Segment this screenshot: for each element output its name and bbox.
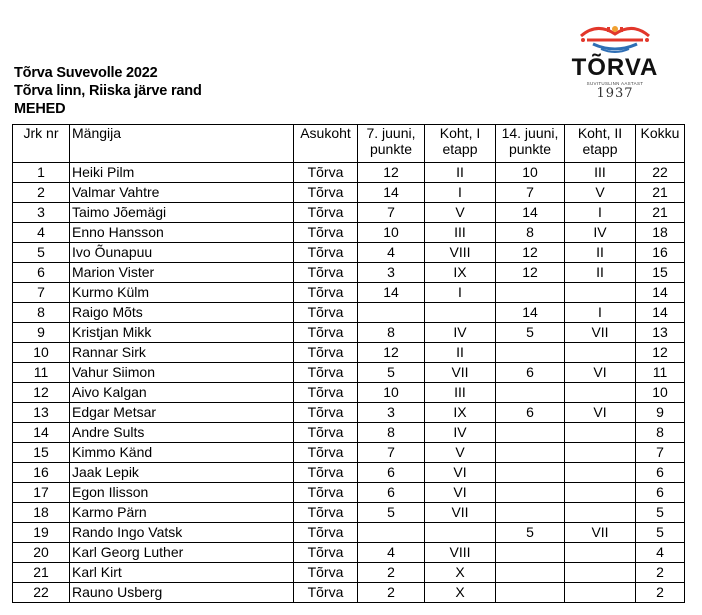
cell-total: 4 [636,543,685,563]
cell-pts-stage1: 6 [358,463,425,483]
cell-pts-stage1: 12 [358,163,425,183]
cell-place: Tõrva [294,383,358,403]
cell-pos-stage2 [565,343,636,363]
cell-pts-stage1: 2 [358,583,425,603]
cell-pos-stage1: X [425,563,496,583]
cell-place: Tõrva [294,323,358,343]
cell-total: 10 [636,383,685,403]
cell-player: Edgar Metsar [70,403,294,423]
cell-place: Tõrva [294,463,358,483]
cell-pos-stage2: II [565,243,636,263]
cell-place: Tõrva [294,343,358,363]
cell-place: Tõrva [294,183,358,203]
cell-pts-stage1: 8 [358,323,425,343]
cell-pts-stage2 [496,383,565,403]
cell-player: Karl Kirt [70,563,294,583]
cell-pos-stage2 [565,543,636,563]
cell-rank: 5 [13,243,70,263]
category-label: MEHED [14,101,66,117]
cell-pos-stage2 [565,463,636,483]
table-row [13,183,685,203]
event-title: Tõrva Suvevolle 2022 [14,65,158,81]
cell-pos-stage1 [425,523,496,543]
cell-total: 18 [636,223,685,243]
cell-pos-stage2 [565,283,636,303]
table-row [13,383,685,403]
cell-pos-stage1: II [425,163,496,183]
cell-total: 15 [636,263,685,283]
cell-pts-stage1 [358,523,425,543]
cell-total: 11 [636,363,685,383]
cell-pts-stage1: 5 [358,363,425,383]
cell-pos-stage2 [565,383,636,403]
cell-pos-stage2: III [565,163,636,183]
cell-rank: 8 [13,303,70,323]
event-location: Tõrva linn, Riiska järve rand [14,83,202,99]
cell-total: 2 [636,583,685,603]
header-pos-stage1: Koht, I etapp [425,125,496,163]
cell-rank: 7 [13,283,70,303]
cell-total: 7 [636,443,685,463]
cell-pts-stage2: 10 [496,163,565,183]
cell-total: 5 [636,523,685,543]
cell-pts-stage2 [496,283,565,303]
cell-pts-stage2 [496,563,565,583]
header-player: Mängija [70,125,294,163]
cell-rank: 11 [13,363,70,383]
cell-place: Tõrva [294,303,358,323]
cell-pos-stage1: III [425,383,496,403]
cell-pts-stage1: 14 [358,283,425,303]
cell-rank: 1 [13,163,70,183]
cell-rank: 15 [13,443,70,463]
cell-pts-stage1: 14 [358,183,425,203]
cell-rank: 22 [13,583,70,603]
cell-pos-stage1: IV [425,423,496,443]
table-row [13,563,685,583]
table-row [13,303,685,323]
cell-pos-stage1: VI [425,463,496,483]
table-row [13,243,685,263]
logo-wordmark: TÕRVA [571,54,659,81]
cell-pos-stage1: VII [425,503,496,523]
cell-place: Tõrva [294,523,358,543]
cell-pos-stage1 [425,303,496,323]
cell-pos-stage1: IV [425,323,496,343]
cell-player: Rando Ingo Vatsk [70,523,294,543]
cell-pts-stage1: 4 [358,543,425,563]
cell-total: 2 [636,563,685,583]
cell-pts-stage1: 5 [358,503,425,523]
cell-rank: 16 [13,463,70,483]
cell-pos-stage1: VIII [425,543,496,563]
cell-pts-stage2 [496,463,565,483]
cell-pos-stage1: X [425,583,496,603]
cell-pos-stage2: I [565,203,636,223]
cell-rank: 10 [13,343,70,363]
cell-pos-stage1: VIII [425,243,496,263]
cell-pos-stage1: IX [425,263,496,283]
logo-year: 1937 [596,86,634,101]
cell-total: 6 [636,483,685,503]
cell-total: 6 [636,463,685,483]
cell-rank: 2 [13,183,70,203]
cell-total: 14 [636,283,685,303]
cell-rank: 4 [13,223,70,243]
cell-rank: 9 [13,323,70,343]
cell-total: 5 [636,503,685,523]
table-row [13,523,685,543]
cell-pos-stage1: I [425,183,496,203]
table-row [13,483,685,503]
cell-pos-stage2: I [565,303,636,323]
cell-pts-stage1: 7 [358,443,425,463]
cell-player: Marion Vister [70,263,294,283]
cell-pts-stage2: 5 [496,523,565,543]
table-row [13,283,685,303]
cell-pts-stage1: 7 [358,203,425,223]
cell-place: Tõrva [294,543,358,563]
cell-rank: 20 [13,543,70,563]
cell-rank: 6 [13,263,70,283]
cell-pts-stage2: 14 [496,203,565,223]
cell-pos-stage2: IV [565,223,636,243]
cell-player: Vahur Siimon [70,363,294,383]
table-row [13,443,685,463]
cell-pts-stage1: 10 [358,223,425,243]
cell-rank: 13 [13,403,70,423]
cell-total: 13 [636,323,685,343]
cell-pos-stage2 [565,503,636,523]
cell-total: 22 [636,163,685,183]
cell-pos-stage2 [565,583,636,603]
cell-place: Tõrva [294,583,358,603]
table-row [13,323,685,343]
cell-pts-stage2: 12 [496,263,565,283]
table-row [13,403,685,423]
cell-pts-stage2 [496,343,565,363]
cell-player: Heiki Pilm [70,163,294,183]
cell-rank: 17 [13,483,70,503]
cell-player: Karl Georg Luther [70,543,294,563]
cell-player: Jaak Lepik [70,463,294,483]
cell-player: Kristjan Mikk [70,323,294,343]
cell-place: Tõrva [294,223,358,243]
cell-pts-stage2 [496,583,565,603]
cell-pos-stage1: IX [425,403,496,423]
cell-total: 12 [636,343,685,363]
table-row [13,463,685,483]
cell-place: Tõrva [294,263,358,283]
cell-pos-stage2: VI [565,363,636,383]
logo-subtitle: SUVITUSLINN AASTAST [586,81,644,86]
cell-place: Tõrva [294,403,358,423]
cell-pts-stage2 [496,423,565,443]
header-pts-stage1: 7. juuni, punkte [358,125,425,163]
header-place: Asukoht [294,125,358,163]
cell-pos-stage1: VII [425,363,496,383]
cell-place: Tõrva [294,483,358,503]
cell-pts-stage2: 7 [496,183,565,203]
cell-place: Tõrva [294,203,358,223]
cell-pos-stage2: VII [565,323,636,343]
cell-pos-stage2: V [565,183,636,203]
cell-pos-stage2: II [565,263,636,283]
cell-pts-stage1: 12 [358,343,425,363]
cell-pts-stage2 [496,483,565,503]
cell-player: Raigo Mõts [70,303,294,323]
table-row [13,503,685,523]
cell-pos-stage1: VI [425,483,496,503]
torva-logo [561,24,669,110]
cell-pts-stage2 [496,443,565,463]
cell-pts-stage2: 8 [496,223,565,243]
cell-pos-stage1: II [425,343,496,363]
cell-total: 21 [636,203,685,223]
cell-pts-stage2: 5 [496,323,565,343]
cell-pts-stage2: 14 [496,303,565,323]
cell-player: Karmo Pärn [70,503,294,523]
document-header [14,64,202,118]
cell-pts-stage1: 3 [358,263,425,283]
cell-pos-stage2 [565,483,636,503]
cell-player: Rannar Sirk [70,343,294,363]
cell-pts-stage1: 2 [358,563,425,583]
cell-rank: 3 [13,203,70,223]
cell-total: 8 [636,423,685,443]
cell-place: Tõrva [294,283,358,303]
cell-player: Kurmo Külm [70,283,294,303]
results-table [12,124,685,603]
cell-rank: 18 [13,503,70,523]
header-pos-stage2: Koht, II etapp [565,125,636,163]
cell-pts-stage1: 4 [358,243,425,263]
cell-pts-stage2: 6 [496,403,565,423]
cell-pts-stage2 [496,543,565,563]
table-row [13,343,685,363]
cell-player: Rauno Usberg [70,583,294,603]
table-row [13,583,685,603]
header-pts-stage2: 14. juuni, punkte [496,125,565,163]
cell-pos-stage2: VI [565,403,636,423]
cell-total: 16 [636,243,685,263]
cell-pos-stage1: V [425,443,496,463]
cell-place: Tõrva [294,163,358,183]
table-row [13,423,685,443]
header-rank: Jrk nr [13,125,70,163]
cell-place: Tõrva [294,423,358,443]
cell-pts-stage1: 8 [358,423,425,443]
cell-player: Kimmo Känd [70,443,294,463]
cell-player: Valmar Vahtre [70,183,294,203]
cell-pts-stage1: 10 [358,383,425,403]
cell-pts-stage2 [496,503,565,523]
cell-pos-stage2: VII [565,523,636,543]
table-row [13,223,685,243]
cell-total: 9 [636,403,685,423]
cell-player: Egon Ilisson [70,483,294,503]
cell-rank: 19 [13,523,70,543]
header-total: Kokku [636,125,685,163]
cell-total: 14 [636,303,685,323]
cell-place: Tõrva [294,503,358,523]
cell-place: Tõrva [294,243,358,263]
cell-player: Andre Sults [70,423,294,443]
table-row [13,363,685,383]
logo-emblem-icon [577,24,653,54]
cell-place: Tõrva [294,363,358,383]
cell-player: Enno Hansson [70,223,294,243]
cell-pts-stage1 [358,303,425,323]
cell-player: Taimo Jõemägi [70,203,294,223]
cell-player: Aivo Kalgan [70,383,294,403]
cell-place: Tõrva [294,443,358,463]
cell-total: 21 [636,183,685,203]
cell-pts-stage2: 12 [496,243,565,263]
table-header-row [13,125,685,163]
cell-place: Tõrva [294,563,358,583]
cell-pos-stage2 [565,563,636,583]
cell-pos-stage1: III [425,223,496,243]
cell-pos-stage2 [565,443,636,463]
cell-pts-stage1: 3 [358,403,425,423]
cell-rank: 14 [13,423,70,443]
cell-pos-stage2 [565,423,636,443]
cell-pos-stage1: I [425,283,496,303]
table-row [13,263,685,283]
table-row [13,543,685,563]
cell-pts-stage1: 6 [358,483,425,503]
cell-player: Ivo Õunapuu [70,243,294,263]
table-row [13,163,685,183]
table-row [13,203,685,223]
cell-rank: 21 [13,563,70,583]
cell-pts-stage2: 6 [496,363,565,383]
cell-pos-stage1: V [425,203,496,223]
cell-rank: 12 [13,383,70,403]
